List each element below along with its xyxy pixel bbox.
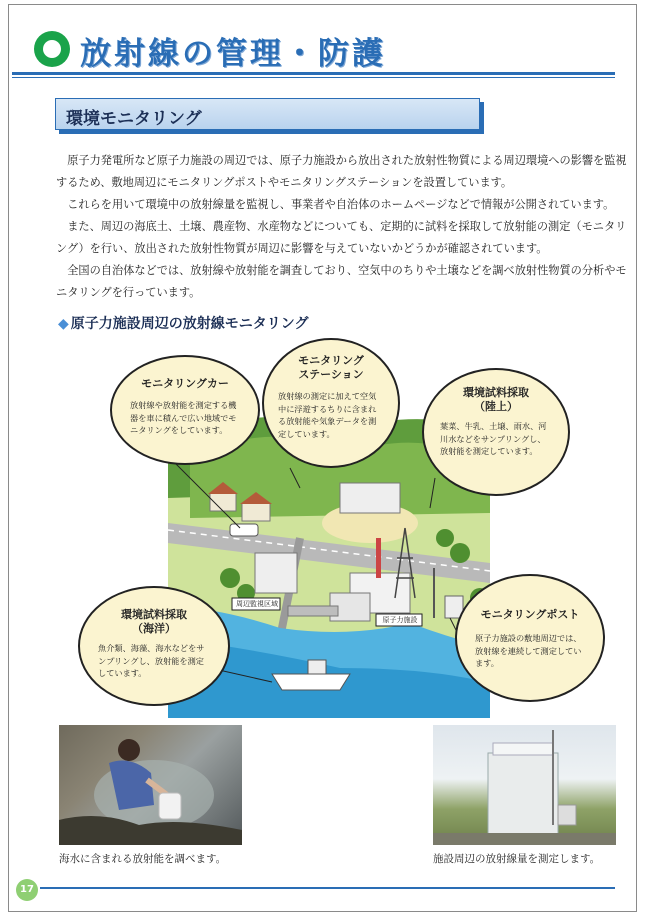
page-header (34, 28, 614, 72)
paragraph: 原子力発電所など原子力施設の周辺では、原子力施設から放出された放射性物質による周辺環境への影響を監視するため、敷地周辺にモニタリングポストやモニタリングステーションを設置しています。 (56, 154, 627, 189)
facility-label: 原子力施設 (382, 616, 418, 624)
footer-rule (40, 887, 615, 889)
diamond-icon: ◆ (58, 316, 69, 332)
photo-monitoring-post (433, 725, 616, 845)
photo-caption-left: 海水に含まれる放射能を調べます。 (59, 853, 227, 865)
photo-sea-sampling (59, 725, 242, 845)
monitoring-area-label: 周辺監視区域 (236, 600, 278, 608)
page-number: 17 (16, 879, 38, 901)
paragraph: 全国の自治体などでは、放射線や放射能を調査しており、空気中のちりや土壌などを調べ放射性物質の分析やモニタリングを行っています。 (56, 264, 627, 299)
photo-caption-right: 施設周辺の放射線量を測定します。 (433, 853, 601, 865)
section-title: 環境モニタリング (66, 109, 202, 129)
sea-sampling-image (59, 725, 242, 845)
monitoring-diagram (50, 338, 610, 718)
subheading-text: 原子力施設周辺の放射線モニタリング (70, 316, 309, 332)
subheading (58, 313, 309, 333)
paragraph: また、周辺の海底土、土壌、農産物、水産物などについても、定期的に試料を採取して放射能の測定（モニタリング）を行い、放出された放射性物質が周辺に影響を与えていないかどうかが確認されています。 (56, 220, 627, 255)
circle-icon (34, 31, 70, 67)
section-heading-box (55, 98, 480, 130)
callout-monitoring-car: モニタリングカー 放射線や放射能を測定する機器を車に積んで広い地域でモニタリングをしています。 (110, 355, 260, 465)
page-title: 放射線の管理・防護 (80, 36, 386, 72)
header-rule (12, 72, 615, 75)
monitoring-post-image (433, 725, 616, 845)
callout-land-sampling: 環境試料採取 （陸上） 葉菜、牛乳、土壌、雨水、河川水などをサンプリングし、放射能を測定しています。 (422, 368, 570, 496)
body-text (56, 150, 628, 304)
header-rule-thin (12, 77, 615, 78)
callout-monitoring-station: モニタリング ステーション 放射線の測定に加えて空気中に浮遊するちりに含まれる放射能や気象データを測定しています。 (262, 338, 400, 468)
paragraph: これらを用いて環境中の放射線量を監視し、事業者や自治体のホームページなどで情報が公開されています。 (67, 198, 615, 211)
callout-monitoring-post: モニタリングポスト 原子力施設の敷地周辺では、放射線を連続して測定しています。 (455, 574, 605, 702)
callout-sea-sampling: 環境試料採取 （海洋） 魚介類、海藻、海水などをサンプリングし、放射能を測定しています。 (78, 586, 230, 706)
